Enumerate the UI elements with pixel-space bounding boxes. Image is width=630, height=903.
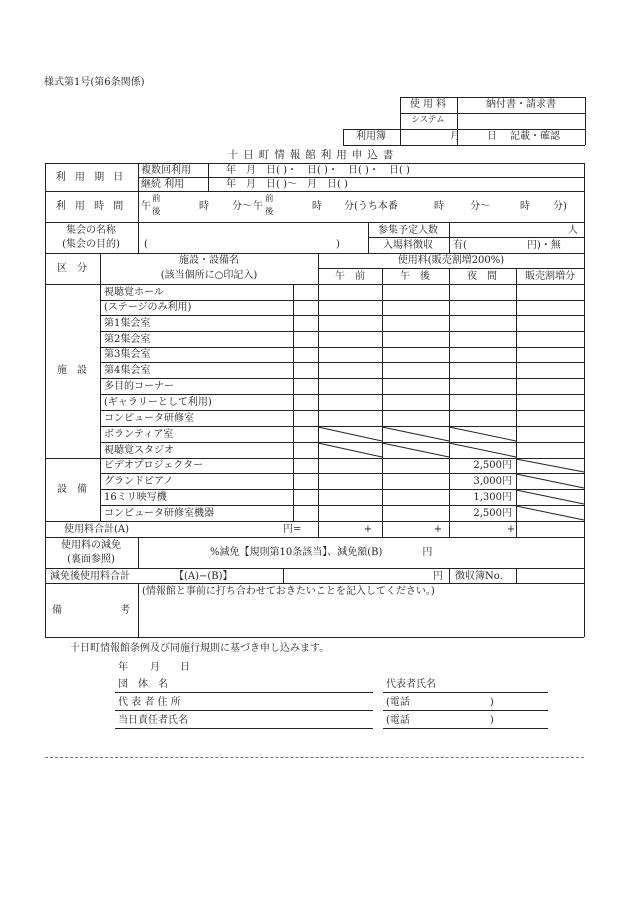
morning-header: 午 前 — [335, 271, 365, 282]
purpose-paren-close: ) — [336, 239, 340, 250]
multi-use-dates[interactable]: 年 月 日( )・ 日( )・ 日( )・ 日( ) — [226, 165, 410, 176]
plus-sign: + — [433, 524, 443, 535]
equipment-fee: 3,000円 — [473, 476, 512, 487]
after-reduction-yen: 円 — [433, 571, 443, 582]
office-ledger-label: 利用簿 — [356, 131, 386, 142]
after-reduction-label: 減免後使用料合計 — [50, 571, 130, 582]
sales-surcharge-header: 販売割増分 — [525, 271, 575, 282]
reduction-value[interactable]: %減免【規則第10条該当】、減免額(B) 円 — [210, 547, 433, 558]
list-item[interactable]: 第2集会室 — [104, 334, 151, 345]
plus-sign: + — [363, 524, 373, 535]
equipment-group-label: 設 備 — [57, 484, 87, 495]
night-header: 夜 間 — [467, 271, 497, 282]
usage-period-label: 利 用 期 日 — [55, 172, 127, 183]
reduction-label: 使用料の減免 — [61, 540, 121, 551]
form-number: 様式第1号(第6条関係) — [44, 77, 145, 88]
meeting-purpose-label: (集会の目的) — [62, 239, 120, 250]
sign-day: 日 — [180, 662, 190, 673]
sign-month: 月 — [150, 662, 160, 673]
list-item[interactable]: 視聴覚ホール — [104, 287, 164, 298]
list-item[interactable]: 第4集会室 — [104, 365, 151, 376]
rep-name-line[interactable] — [383, 692, 548, 693]
total-yen-eq: 円= — [283, 524, 302, 535]
list-item[interactable]: ビデオプロジェクター — [104, 460, 204, 471]
remarks-label-2: 考 — [120, 605, 130, 616]
manager-phone-line[interactable] — [383, 728, 548, 729]
meeting-name-input[interactable] — [150, 224, 364, 252]
continuous-use-dates[interactable]: 年 月 日( )〜 月 日( ) — [226, 179, 348, 190]
admission-value[interactable]: 有( 円)・無 — [453, 240, 561, 251]
total-fee-label: 使用料合計(A) — [64, 524, 130, 535]
ledger-no-label: 徴収簿No. — [455, 571, 503, 582]
purpose-paren-open: ( — [144, 239, 148, 250]
list-item[interactable]: ボランティア室 — [104, 429, 174, 440]
office-record-confirm: 記載・確認 — [510, 131, 560, 142]
category-header: 区 分 — [57, 263, 87, 274]
rep-address-label: 代 表 者 住 所 — [118, 697, 181, 708]
office-day: 日 — [487, 131, 497, 142]
usage-time-label: 利 用 時 間 — [55, 201, 127, 212]
list-item[interactable]: (ギャラリーとして利用) — [104, 397, 212, 408]
sign-year: 年 — [118, 662, 128, 673]
equipment-fee: 2,500円 — [473, 508, 512, 519]
admission-label: 入場料徴収 — [383, 240, 433, 251]
facility-header: 施設・設備名 — [179, 255, 239, 266]
form-title: 十日町情報館利用申込書 — [227, 149, 399, 161]
attendees-label: 参集予定人数 — [378, 225, 438, 236]
list-item[interactable]: コンピュータ研修室機器 — [104, 508, 214, 519]
remarks-input[interactable] — [142, 600, 580, 634]
facilities-group-label: 施 設 — [57, 365, 87, 376]
manager-name-line[interactable] — [115, 728, 373, 729]
remarks-label-1: 備 — [52, 605, 62, 616]
list-item[interactable]: 多目的コーナー — [104, 381, 174, 392]
after-reduction-formula: 【(A)−(B)】 — [174, 571, 233, 582]
meeting-name-label: 集会の名称 — [66, 225, 116, 236]
list-item[interactable]: グランドピアノ — [104, 476, 174, 487]
office-month: 月 — [450, 131, 460, 142]
manager-phone: (電話 ) — [386, 715, 494, 726]
rep-phone-line[interactable] — [383, 710, 548, 711]
org-name-line[interactable] — [115, 692, 373, 693]
attendees-unit: 人 — [568, 225, 578, 236]
office-fee-value: 納付書・請求書 — [486, 99, 556, 110]
afternoon-header: 午 後 — [400, 271, 430, 282]
continuous-use-label: 継続 利用 — [141, 179, 185, 190]
application-statement: 十日町情報館条例及び同施行規則に基づき申し込みます。 — [70, 643, 330, 654]
list-item[interactable]: 第3集会室 — [104, 349, 151, 360]
org-name-label: 団 体 名 — [118, 679, 168, 690]
list-item[interactable]: 視聴覚スタジオ — [104, 445, 174, 456]
application-form-page: 様式第1号(第6条関係) 使 用 料 納付書・請求書 システム 利用簿 月 日 記載・確認 十日町情報館利用申込書 利 用 期 日 複数回利用 継続 利用 年 月 日( )・ 日( )・ 日( )・ 日( ) 年 月 日( )〜 月 日( ) 利 用 時 間 午 前 後 時 分〜 午 前 後 時 分(うち本番 時 分〜 時 分) 集会の名称 (集会の目的) ( ) 参集予定人数 人 入場料徴収 有( 円)・無 区 分 施設・設備名 (該当個所に○印記入) 使用料(販売割増200%) 午 前 午 後 夜 間 販売割増分 施 設 視聴覚ホール (ステージのみ利用) 第1集会室 第2集会室 第3集会室 第4集会室 多目的コーナー (ギャラリーとして利用) コンピュータ研修室 ボランティア室 視聴覚スタジオ 設 備 ビデオプロジェクター 2,500円 グランドピアノ 3,000円 16ミリ映写機 1,300円 コンピュータ研修室機器 2,500円 使用料合計(A) 円= + + + 使用料の減免 (裏面参照) %減免【規則第10条該当】、減免額(B) 円 減免後使用料合計 【(A)−(B)】 円 徴収簿No. 備 考 (情報館と事前に打ち合わせておきたいことを記入してください。) 十日町情報館条例及び同施行規則に基づき申し込みます。 年 月 日 団 体 名 代表者氏名 代 表 者 住 所 (電話 ) 当日責任者氏名 (電話 ) — [0, 0, 630, 903]
reduction-note: (裏面参照) — [67, 554, 115, 565]
list-item[interactable]: コンピュータ研修室 — [104, 413, 194, 424]
list-item[interactable]: 第1集会室 — [104, 318, 151, 329]
office-fee-label: 使 用 料 — [409, 99, 447, 110]
manager-name-label: 当日責任者氏名 — [118, 715, 188, 726]
equipment-fee: 2,500円 — [473, 460, 512, 471]
plus-sign: + — [506, 524, 516, 535]
equipment-fee: 1,300円 — [473, 492, 512, 503]
cut-line — [45, 757, 584, 758]
remarks-note: (情報館と事前に打ち合わせておきたいことを記入してください。) — [142, 586, 435, 597]
multi-use-label: 複数回利用 — [141, 165, 191, 176]
rep-phone: (電話 ) — [386, 697, 494, 708]
facility-note: (該当個所に○印記入) — [160, 270, 258, 281]
rep-address-line[interactable] — [115, 710, 373, 711]
rep-name-label: 代表者氏名 — [386, 679, 436, 690]
office-system-label: システム — [411, 115, 445, 125]
list-item[interactable]: (ステージのみ利用) — [104, 302, 192, 313]
list-item[interactable]: 16ミリ映写機 — [104, 492, 167, 503]
fee-header: 使用料(販売割増200%) — [397, 255, 505, 266]
